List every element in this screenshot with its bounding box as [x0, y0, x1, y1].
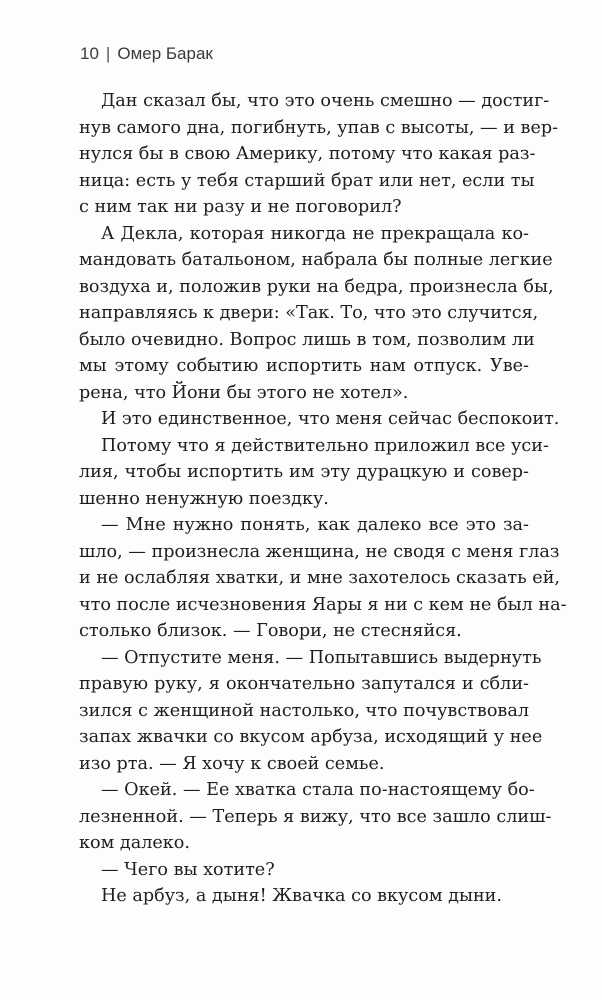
text-line: шло, — произнесла женщина, не сводя с меня глаз [79, 541, 560, 562]
text-line: запах жвачки со вкусом арбуза, исходящий у нее [79, 727, 543, 747]
text-line: шенно ненужную поездку. [79, 488, 329, 509]
text-line: правую руку, я окончательно запутался и сбли- [79, 674, 529, 694]
header-separator: | [105, 44, 111, 63]
text-line: нулся бы в свою Америку, потому что какая раз- [79, 144, 536, 164]
text-line: — Мне нужно понять, как далеко все это за- [101, 515, 529, 535]
text-line: — Отпустите меня. — Попытавшись выдернуть [101, 647, 542, 668]
text-line: мы этому событию испортить нам отпуск. Уве- [79, 356, 529, 376]
text-line: — Чего вы хотите? [101, 859, 275, 880]
text-line: лезненной. — Теперь я вижу, что все зашло слиш- [79, 806, 552, 827]
text-line: — Окей. — Ее хватка стала по-настоящему бо- [101, 780, 535, 800]
text-line: направляясь к двери: «Так. То, что это случится, [79, 303, 539, 323]
author-name: Омер Барак [117, 44, 213, 63]
text-line: рена, что Йони бы этого не хотел». [79, 382, 409, 403]
text-line: А Декла, которая никогда не прекращала ко- [101, 223, 529, 244]
text-line: что после исчезновения Яары я ни с кем не был на- [79, 594, 567, 615]
body-text [79, 88, 567, 910]
page-number: 10 [80, 44, 99, 63]
text-line: зился с женщиной настолько, что почувствовал [79, 700, 529, 721]
text-line: столько близок. — Говори, не стесняйся. [79, 621, 462, 641]
text-line: ница: есть у тебя старший брат или нет, если ты [79, 170, 535, 191]
text-line: воздуха и, положив руки на бедра, произнесла бы, [79, 276, 554, 297]
text-line: Не арбуз, а дыня! Жвачка со вкусом дыни. [101, 886, 502, 906]
text-line: было очевидно. Вопрос лишь в том, позволим ли [79, 329, 535, 350]
text-line: нув самого дна, погибнуть, упав с высоты, — и вер- [79, 117, 559, 138]
text-line: мандовать батальоном, набрала бы полные легкие [79, 250, 553, 270]
text-line: и не ослабляя хватки, и мне захотелось сказать ей, [79, 568, 561, 588]
text-line: изо рта. — Я хочу к своей семье. [79, 753, 385, 774]
text-line: Потому что я действительно приложил все уси- [101, 435, 549, 456]
text-line: лия, чтобы испортить им эту дурацкую и совер- [79, 462, 529, 482]
text-line: Дан сказал бы, что это очень смешно — достиг- [101, 91, 550, 111]
running-head [80, 44, 213, 64]
text-line: ком далеко. [79, 833, 190, 853]
text-line: И это единственное, что меня сейчас беспокоит. [101, 409, 560, 429]
text-line: с ним так ни разу и не поговорил? [79, 197, 402, 217]
